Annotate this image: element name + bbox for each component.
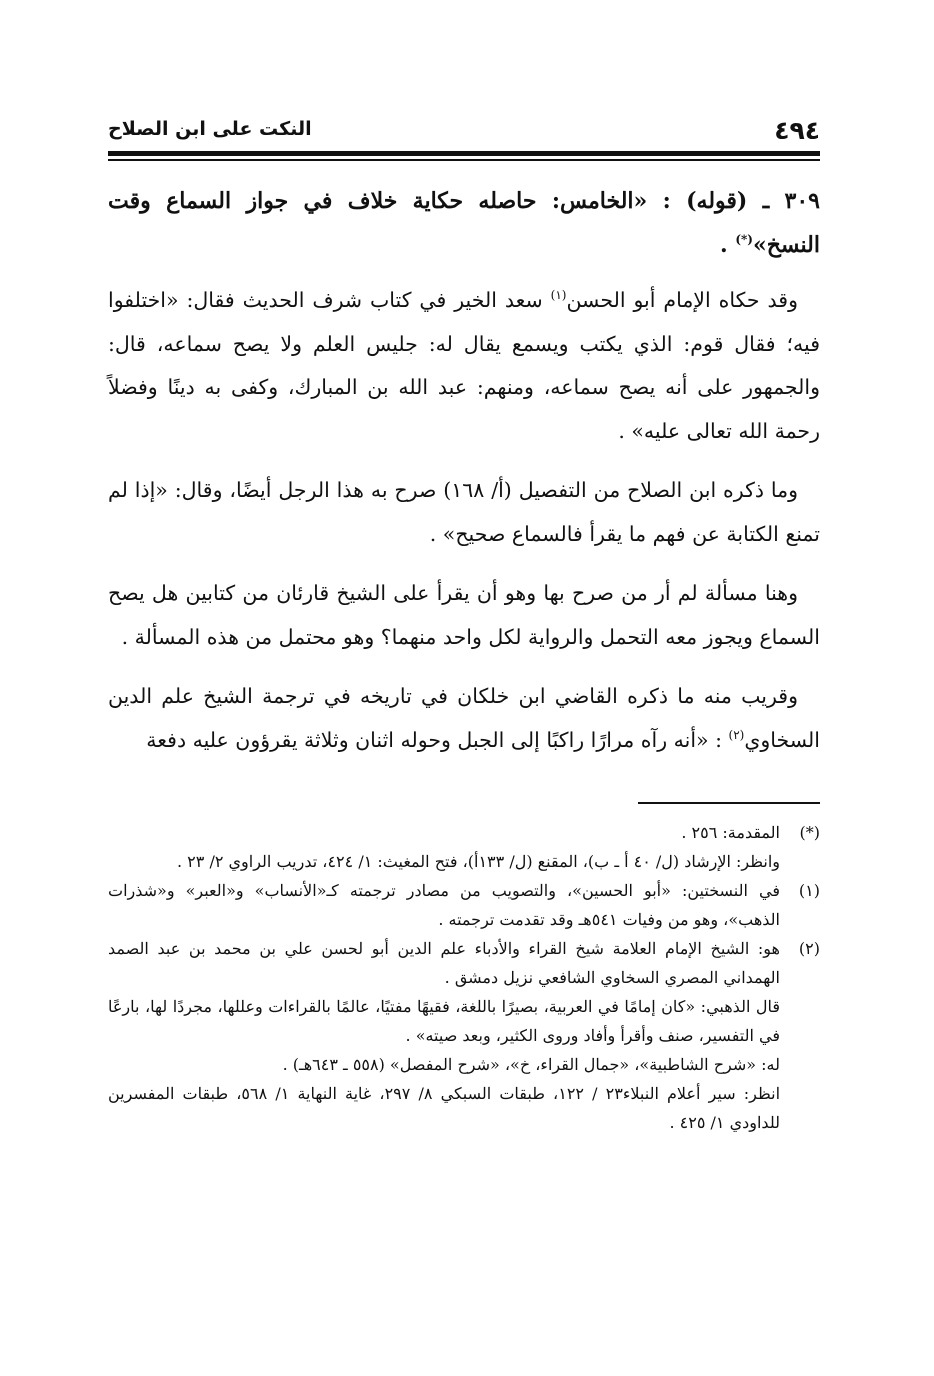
- running-title: النكت على ابن الصلاح: [108, 118, 312, 140]
- footnote-2-marker: (٢): [798, 939, 820, 958]
- footnote-star: [108, 818, 820, 847]
- running-header: [108, 116, 820, 146]
- footnote-2-works: له: «شرح الشاطبية»، «جمال القراء، خ»، «شرح المفصل» (٥٥٨ ـ ٦٤٣هـ) .: [282, 1055, 780, 1074]
- header-rule-thin: [108, 159, 820, 161]
- footnote-star-line2: وانظر: الإرشاد (ل/ ٤٠ أ ـ ب)، المقنع (ل/ ١٣٣أ)، فتح المغيث: ١/ ٤٢٤، تدريب الراوي ٢/ ٢٣ .: [177, 852, 780, 871]
- footnote-marker-star: (*): [735, 232, 753, 247]
- footnote-star-marker: (*): [799, 823, 820, 842]
- footnote-1-marker: (١): [798, 881, 820, 900]
- footnote-1: [108, 876, 820, 934]
- footnote-marker-1: (١): [550, 288, 567, 303]
- footnote-star-line1: المقدمة: ٢٥٦ .: [681, 823, 780, 842]
- paragraph-2: وقد حكاه الإمام أبو الحسن$^{(١)}$ سعد الخير في كتاب شرف الحديث فقال: «اختلفوا فيه؛ فقال قوم: الذي يكتب ويسمع يقال له: جليس العلم ولا يصح سماعه، قال: والجمهور على أنه يصح سماعه، ومنهم: عبد الله بن المبارك، وكفى به دينًا وفضلاً رحمة الله تعالى عليه» .: [108, 288, 820, 443]
- footnotes: [108, 818, 820, 1137]
- footnote-2-sources: انظر: سير أعلام النبلاء٢٣ / ١٢٢، طبقات السبكي ٨/ ٢٩٧، غاية النهاية ١/ ٥٦٨، طبقات المفسرين للداودي ١/ ٤٢٥ .: [108, 1084, 781, 1132]
- header-rule-thick: [108, 151, 820, 156]
- page-number: ٤٩٤: [774, 116, 820, 145]
- footnote-1-text: في النسختين: «أبو الحسين»، والتصويب من مصادر ترجمته كـ«الأنساب» و«العبر» و«شذرات الذهب»، وهو من وفيات ٥٤١هـ وقد تقدمت ترجمته .: [108, 881, 780, 929]
- main-text: [108, 180, 820, 778]
- footnote-2-text: هو: الشيخ الإمام العلامة شيخ القراء والأدباء علم الدين أبو لحسن علي بن محمد بن عبد الصمد الهمداني المصري السخاوي الشافعي نزيل دمشق .: [108, 939, 780, 987]
- footnote-marker-2: (٢): [728, 727, 745, 742]
- book-page: [108, 0, 820, 1376]
- footnote-separator: [638, 802, 820, 804]
- paragraph-3: وما ذكره ابن الصلاح من التفصيل (أ/ ١٦٨) صرح به هذا الرجل أيضًا، وقال: «إذا لم تمنع الكتابة عن فهم ما يقرأ فالسماع صحيح» .: [108, 478, 820, 546]
- paragraph-5: وقريب منه ما ذكره القاضي ابن خلكان في تاريخه في ترجمة الشيخ علم الدين السخاوي$^{(٢)}$ : «أنه رآه مرارًا راكبًا إلى الجبل وحوله اثنان وثلاثة يقرؤون عليه دفعة: [108, 684, 820, 752]
- footnote-star-continuation: [108, 847, 820, 876]
- footnote-2: [108, 934, 820, 992]
- footnote-2-quote: قال الذهبي: «كان إمامًا في العربية، بصيرًا باللغة، فقيهًا مفتيًا، عالمًا بالقراءات وعللها، مجردًا لها، بارعًا في التفسير، صنف وأقرأ وأفاد وروى الكثير، وبعد صيته» .: [108, 997, 780, 1045]
- paragraph-4: وهنا مسألة لم أر من صرح بها وهو أن يقرأ على الشيخ قارئان من كتابين هل يصح السماع ويجوز معه التحمل والرواية لكل واحد منهما؟ وهو محتمل من هذه المسألة .: [108, 581, 820, 649]
- paragraph-quote-heading: ٣٠٩ ـ (قوله) : «الخامس: حاصله حكاية خلاف في جواز السماع وقت النسخ»(*) .: [108, 188, 820, 258]
